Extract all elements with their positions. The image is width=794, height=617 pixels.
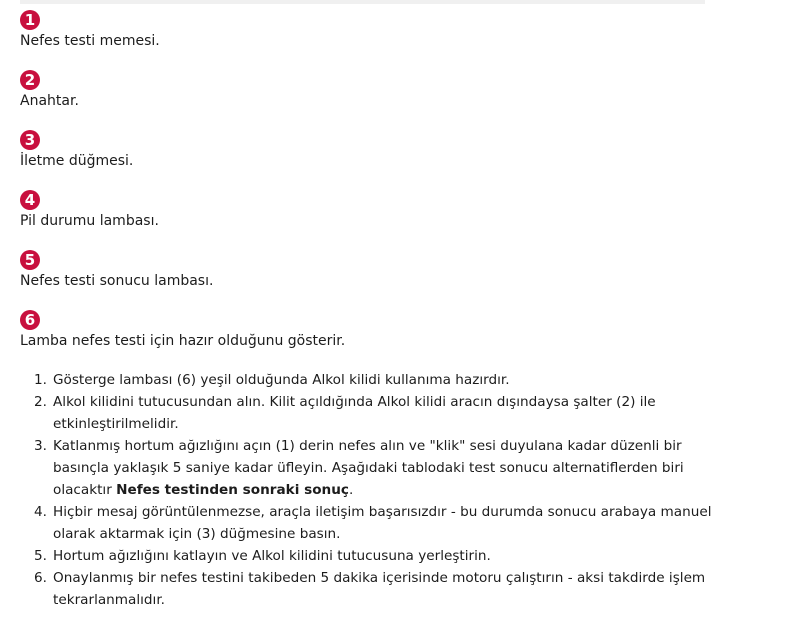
step-number: 6.: [34, 570, 47, 586]
step-text: Hiçbir mesaj görüntülenmezse, araçla iletişim başarısızdır - bu durumda sonucu arabaya manuel olarak aktarmak için (3) düğmesine basın.: [53, 504, 712, 542]
legend-text-3: İletme düğmesi.: [20, 153, 134, 169]
step-text: Alkol kilidini tutucusundan alın. Kilit açıldığında Alkol kilidi aracın dışındaysa şalter (2) ile etkinleştirilmelidir.: [53, 394, 656, 432]
step-text: Gösterge lambası (6) yeşil olduğunda Alkol kilidi kullanıma hazırdır.: [53, 372, 510, 388]
step-number: 5.: [34, 548, 47, 564]
top-divider: [20, 0, 705, 4]
legend-item-3: [20, 130, 133, 171]
step-text-wrapper: [53, 435, 720, 501]
step-text: Onaylanmış bir nefes testini takibeden 5 dakika içerisinde motoru çalıştırın - aksi takdirde işlem tekrarlanmalıdır.: [53, 570, 706, 608]
step-item-1: [20, 369, 720, 391]
legend-item-4: [20, 190, 159, 231]
instruction-steps-list: [20, 369, 720, 611]
step-item-3: [20, 435, 720, 501]
legend-item-2: [20, 70, 79, 111]
callout-badge-3: 3: [20, 130, 40, 150]
step-item-5: [20, 545, 720, 567]
step-number: 4.: [34, 504, 47, 520]
callout-badge-4: 4: [20, 190, 40, 210]
step-item-4: [20, 501, 720, 545]
step-number: 2.: [34, 394, 47, 410]
step-number: 3.: [34, 438, 47, 454]
step-text: Hortum ağızlığını katlayın ve Alkol kilidini tutucusuna yerleştirin.: [53, 548, 491, 564]
result-section-reference: Nefes testinden sonraki sonuç: [116, 482, 349, 498]
callout-badge-1: 1: [20, 10, 40, 30]
step-number: 1.: [34, 372, 47, 388]
callout-badge-5: 5: [20, 250, 40, 270]
legend-text-4: Pil durumu lambası.: [20, 213, 159, 229]
legend-text-6: Lamba nefes testi için hazır olduğunu gösterir.: [20, 333, 346, 349]
step-text: Katlanmış hortum ağızlığını açın (1) derin nefes alın ve "klik" sesi duyulana kadar düzenli bir basınçla yaklaşık 5 saniye kadar üfleyin. Aşağıdaki tablodaki test sonucu alternatiflerden biri olacaktır: [53, 438, 684, 498]
legend-item-1: [20, 10, 160, 51]
legend-item-5: [20, 250, 213, 291]
legend-text-1: Nefes testi memesi.: [20, 33, 160, 49]
callout-badge-6: 6: [20, 310, 40, 330]
step-text-suffix: .: [348, 482, 354, 498]
legend-item-6: [20, 310, 345, 351]
step-item-6: [20, 567, 720, 611]
step-item-2: [20, 391, 720, 435]
legend-text-5: Nefes testi sonucu lambası.: [20, 273, 214, 289]
callout-badge-2: 2: [20, 70, 40, 90]
legend-text-2: Anahtar.: [20, 93, 79, 109]
